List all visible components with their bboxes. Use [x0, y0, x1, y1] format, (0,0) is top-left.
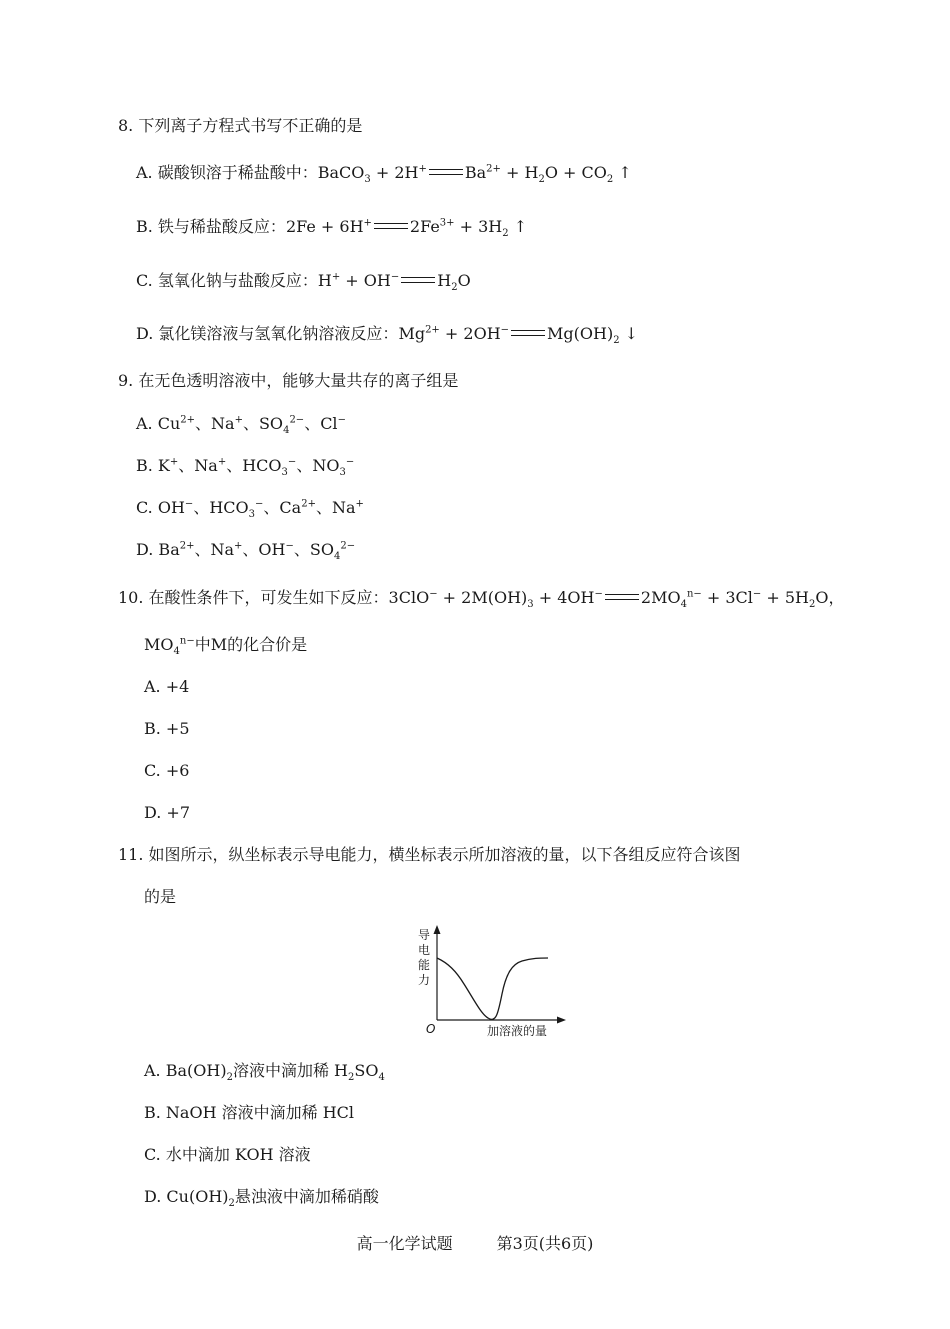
q10-stem-line2: [144, 634, 307, 656]
q9-option-c: C. OH−、$HCO_3^-$、$Ca^{2+}$、Na+: [136, 498, 364, 521]
q8-option-c: [136, 270, 471, 292]
q10-option-a: A. +4: [144, 677, 190, 696]
q11-option-b: B. NaOH 溶液中滴加稀 HCl: [144, 1103, 355, 1122]
graph-y-label-char: 力: [418, 973, 431, 987]
q10-stem-suffix: 中M的化合价是: [194, 635, 308, 654]
q8-option-d: [136, 323, 638, 345]
equals-sign-icon: [401, 277, 435, 283]
q8-option-d-equation: $Mg^{2+} + 2OH^-$ $Mg(OH)_2$ ↓: [398, 324, 639, 347]
graph-x-label: 加溶液的量: [487, 1024, 548, 1038]
q8-option-d-label: D. 氯化镁溶液与氢氧化钠溶液反应：: [136, 324, 399, 343]
equals-sign-icon: [605, 594, 639, 600]
graph-origin-label: O: [426, 1022, 436, 1036]
footer-subject: 高一化学试题: [356, 1234, 453, 1253]
q8-option-c-equation: H+ + OH− $H_2O$: [317, 271, 471, 294]
graph-y-label-char: 能: [418, 958, 431, 972]
q11-option-d: D. $Cu(OH)_2$悬浊液中滴加稀硝酸: [144, 1187, 379, 1210]
q8-option-c-label: C. 氢氧化钠与盐酸反应：: [136, 271, 318, 290]
q11-stem-line2: 的是: [144, 887, 177, 906]
q10-stem-prefix: 10. 在酸性条件下，可发生如下反应：: [118, 588, 389, 607]
footer-page-number: 第3页(共6页): [496, 1234, 594, 1253]
conductivity-graph: [410, 922, 570, 1044]
q10-ion: $MO_4^{n-}$: [144, 635, 195, 658]
q9-option-d: D. $Ba^{2+}$、Na+、OH−、$SO_4^{2-}$: [136, 540, 356, 563]
q9-option-a: A. $Cu^{2+}$、Na+、$SO_4^{2-}$、Cl−: [136, 414, 346, 437]
y-axis-arrow-icon: [434, 925, 441, 934]
q8-option-a-label: A. 碳酸钡溶于稀盐酸中：: [136, 163, 318, 182]
x-axis-arrow-icon: [557, 1017, 566, 1024]
q10-option-b: B. +5: [144, 719, 190, 738]
q9-stem: 9. 在无色透明溶液中，能够大量共存的离子组是: [118, 371, 459, 390]
q10-option-c: C. +6: [144, 761, 190, 780]
q11-option-a: A. $Ba(OH)_2$溶液中滴加稀 $H_2SO_4$: [144, 1061, 385, 1084]
q8-option-a: [136, 162, 632, 184]
q11-option-c: C. 水中滴加 KOH 溶液: [144, 1145, 311, 1164]
q9-option-b: B. K+、Na+、$HCO_3^-$、$NO_3^-$: [136, 456, 355, 479]
graph-y-label-char: 电: [418, 943, 431, 957]
graph-y-label: [418, 928, 430, 987]
q10-equation: $3ClO^- + 2M(OH)_3 + 4OH^-$ $2MO_4^{n-} + 3Cl^- + 5H_2O$，: [388, 588, 845, 611]
q10-stem: [118, 587, 845, 609]
q8-option-b-equation: 2Fe + 6H+ $2Fe^{3+} + 3H_2$ ↑: [285, 217, 528, 240]
conductivity-curve: [437, 958, 548, 1019]
q8-option-a-equation: BaCO$_3$ + 2H+ $Ba^{2+} + H_2O + CO_2$ ↑: [317, 163, 632, 186]
page-footer: [0, 1231, 950, 1254]
q8-option-b-label: B. 铁与稀盐酸反应：: [136, 217, 286, 236]
q8-option-b: [136, 216, 527, 238]
q10-option-d: D. +7: [144, 803, 191, 822]
equals-sign-icon: [374, 223, 408, 229]
q8-stem: 8. 下列离子方程式书写不正确的是: [118, 116, 363, 135]
equals-sign-icon: [511, 330, 545, 336]
equals-sign-icon: [429, 169, 463, 175]
q11-stem-line1: 11. 如图所示，纵坐标表示导电能力，横坐标表示所加溶液的量，以下各组反应符合该图: [118, 845, 741, 864]
graph-y-label-char: 导: [418, 928, 431, 942]
